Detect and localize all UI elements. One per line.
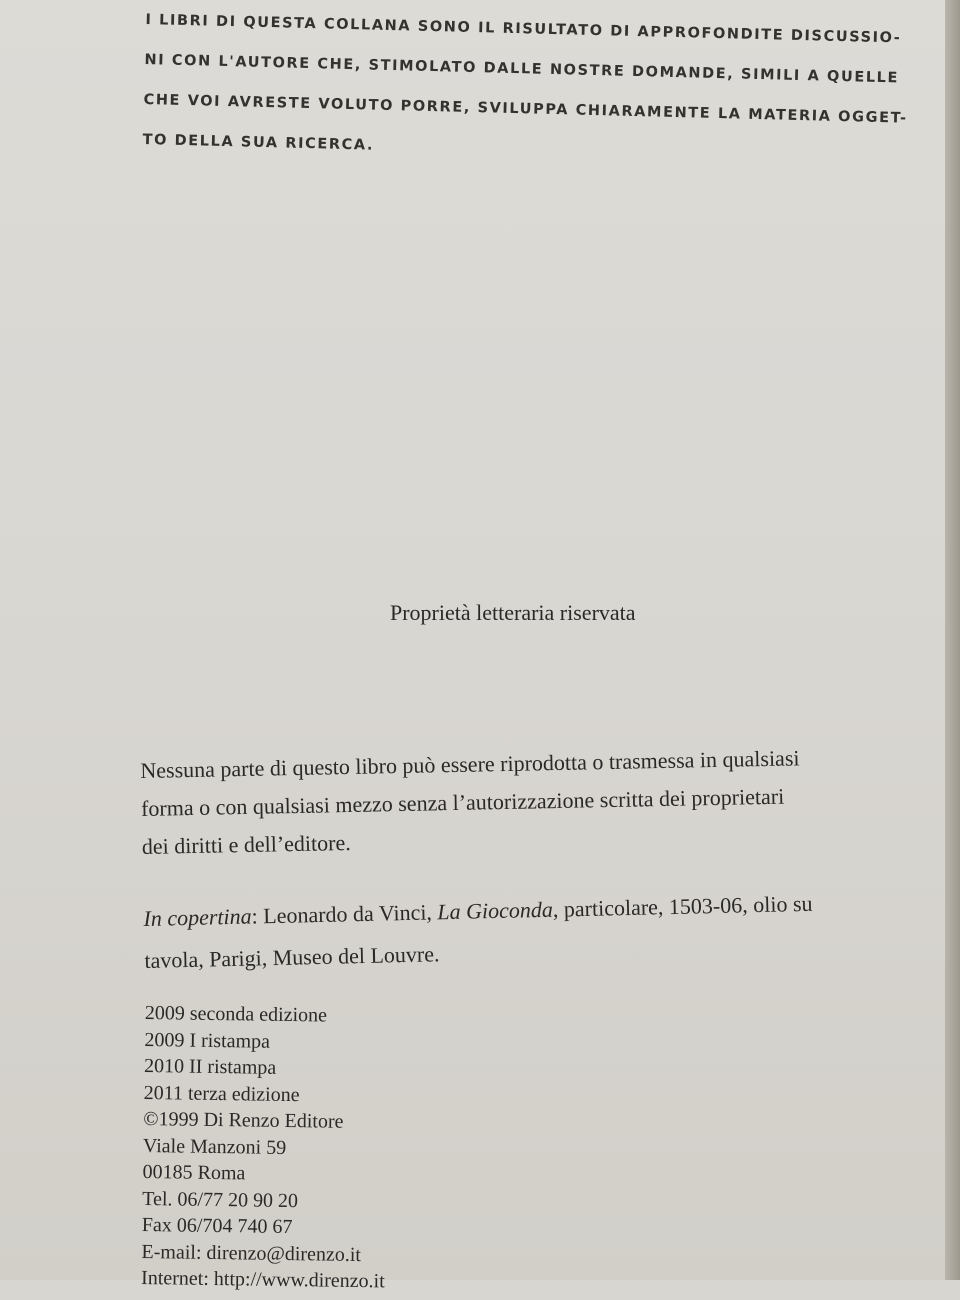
series-note-line: I LIBRI DI QUESTA COLLANA SONO IL RISULTATO DI APPROFONDITE DISCUSSIO- xyxy=(145,11,902,47)
reproduction-rights-paragraph xyxy=(140,737,912,866)
edition-line: 2011 terza edizione xyxy=(143,1081,300,1106)
edition-line: 2010 II ristampa xyxy=(143,1054,277,1079)
phone-line: Tel. 06/77 20 90 20 xyxy=(142,1187,299,1212)
cover-author: Leonardo da Vinci, xyxy=(262,899,438,929)
rights-line: Nessuna parte di questo libro può essere riprodotta o trasmessa in qualsiasi xyxy=(140,745,800,783)
page-edge xyxy=(945,0,960,1280)
fax-line: Fax 06/704 740 67 xyxy=(141,1213,293,1239)
website-line: Internet: http://www.direnzo.it xyxy=(140,1266,385,1293)
series-note-line: CHE VOI AVRESTE VOLUTO PORRE, SVILUPPA CHIARAMENTE LA MATERIA OGGET- xyxy=(143,91,908,127)
edition-line: 2009 I ristampa xyxy=(144,1028,271,1053)
cover-separator: : xyxy=(251,903,264,929)
series-note-line: TO DELLA SUA RICERCA. xyxy=(142,131,375,154)
series-note xyxy=(142,0,926,179)
cover-details: , particolare, 1503-06, olio su xyxy=(552,890,813,922)
cover-credit xyxy=(143,881,915,982)
cover-credit-line: tavola, Parigi, Museo del Louvre. xyxy=(144,941,440,973)
rights-line: forma o con qualsiasi mezzo senza l’autorizzazione scritta dei proprietari xyxy=(140,783,785,821)
address-line: Viale Manzoni 59 xyxy=(142,1134,287,1159)
cover-work-title: La Gioconda xyxy=(437,896,554,925)
colophon xyxy=(141,1000,745,1300)
email-line: E-mail: direnzo@direnzo.it xyxy=(141,1240,362,1266)
reserved-rights-notice: Proprietà letteraria riservata xyxy=(390,600,636,625)
copyright-line: ©1999 Di Renzo Editore xyxy=(143,1107,344,1133)
cover-label: In copertina xyxy=(143,903,252,931)
rights-line: dei diritti e dell’editore. xyxy=(141,829,351,859)
edition-line: 2009 seconda edizione xyxy=(144,1001,328,1027)
address-line: 00185 Roma xyxy=(142,1160,246,1185)
series-note-line: NI CON L'AUTORE CHE, STIMOLATO DALLE NOSTRE DOMANDE, SIMILI A QUELLE xyxy=(144,51,900,87)
